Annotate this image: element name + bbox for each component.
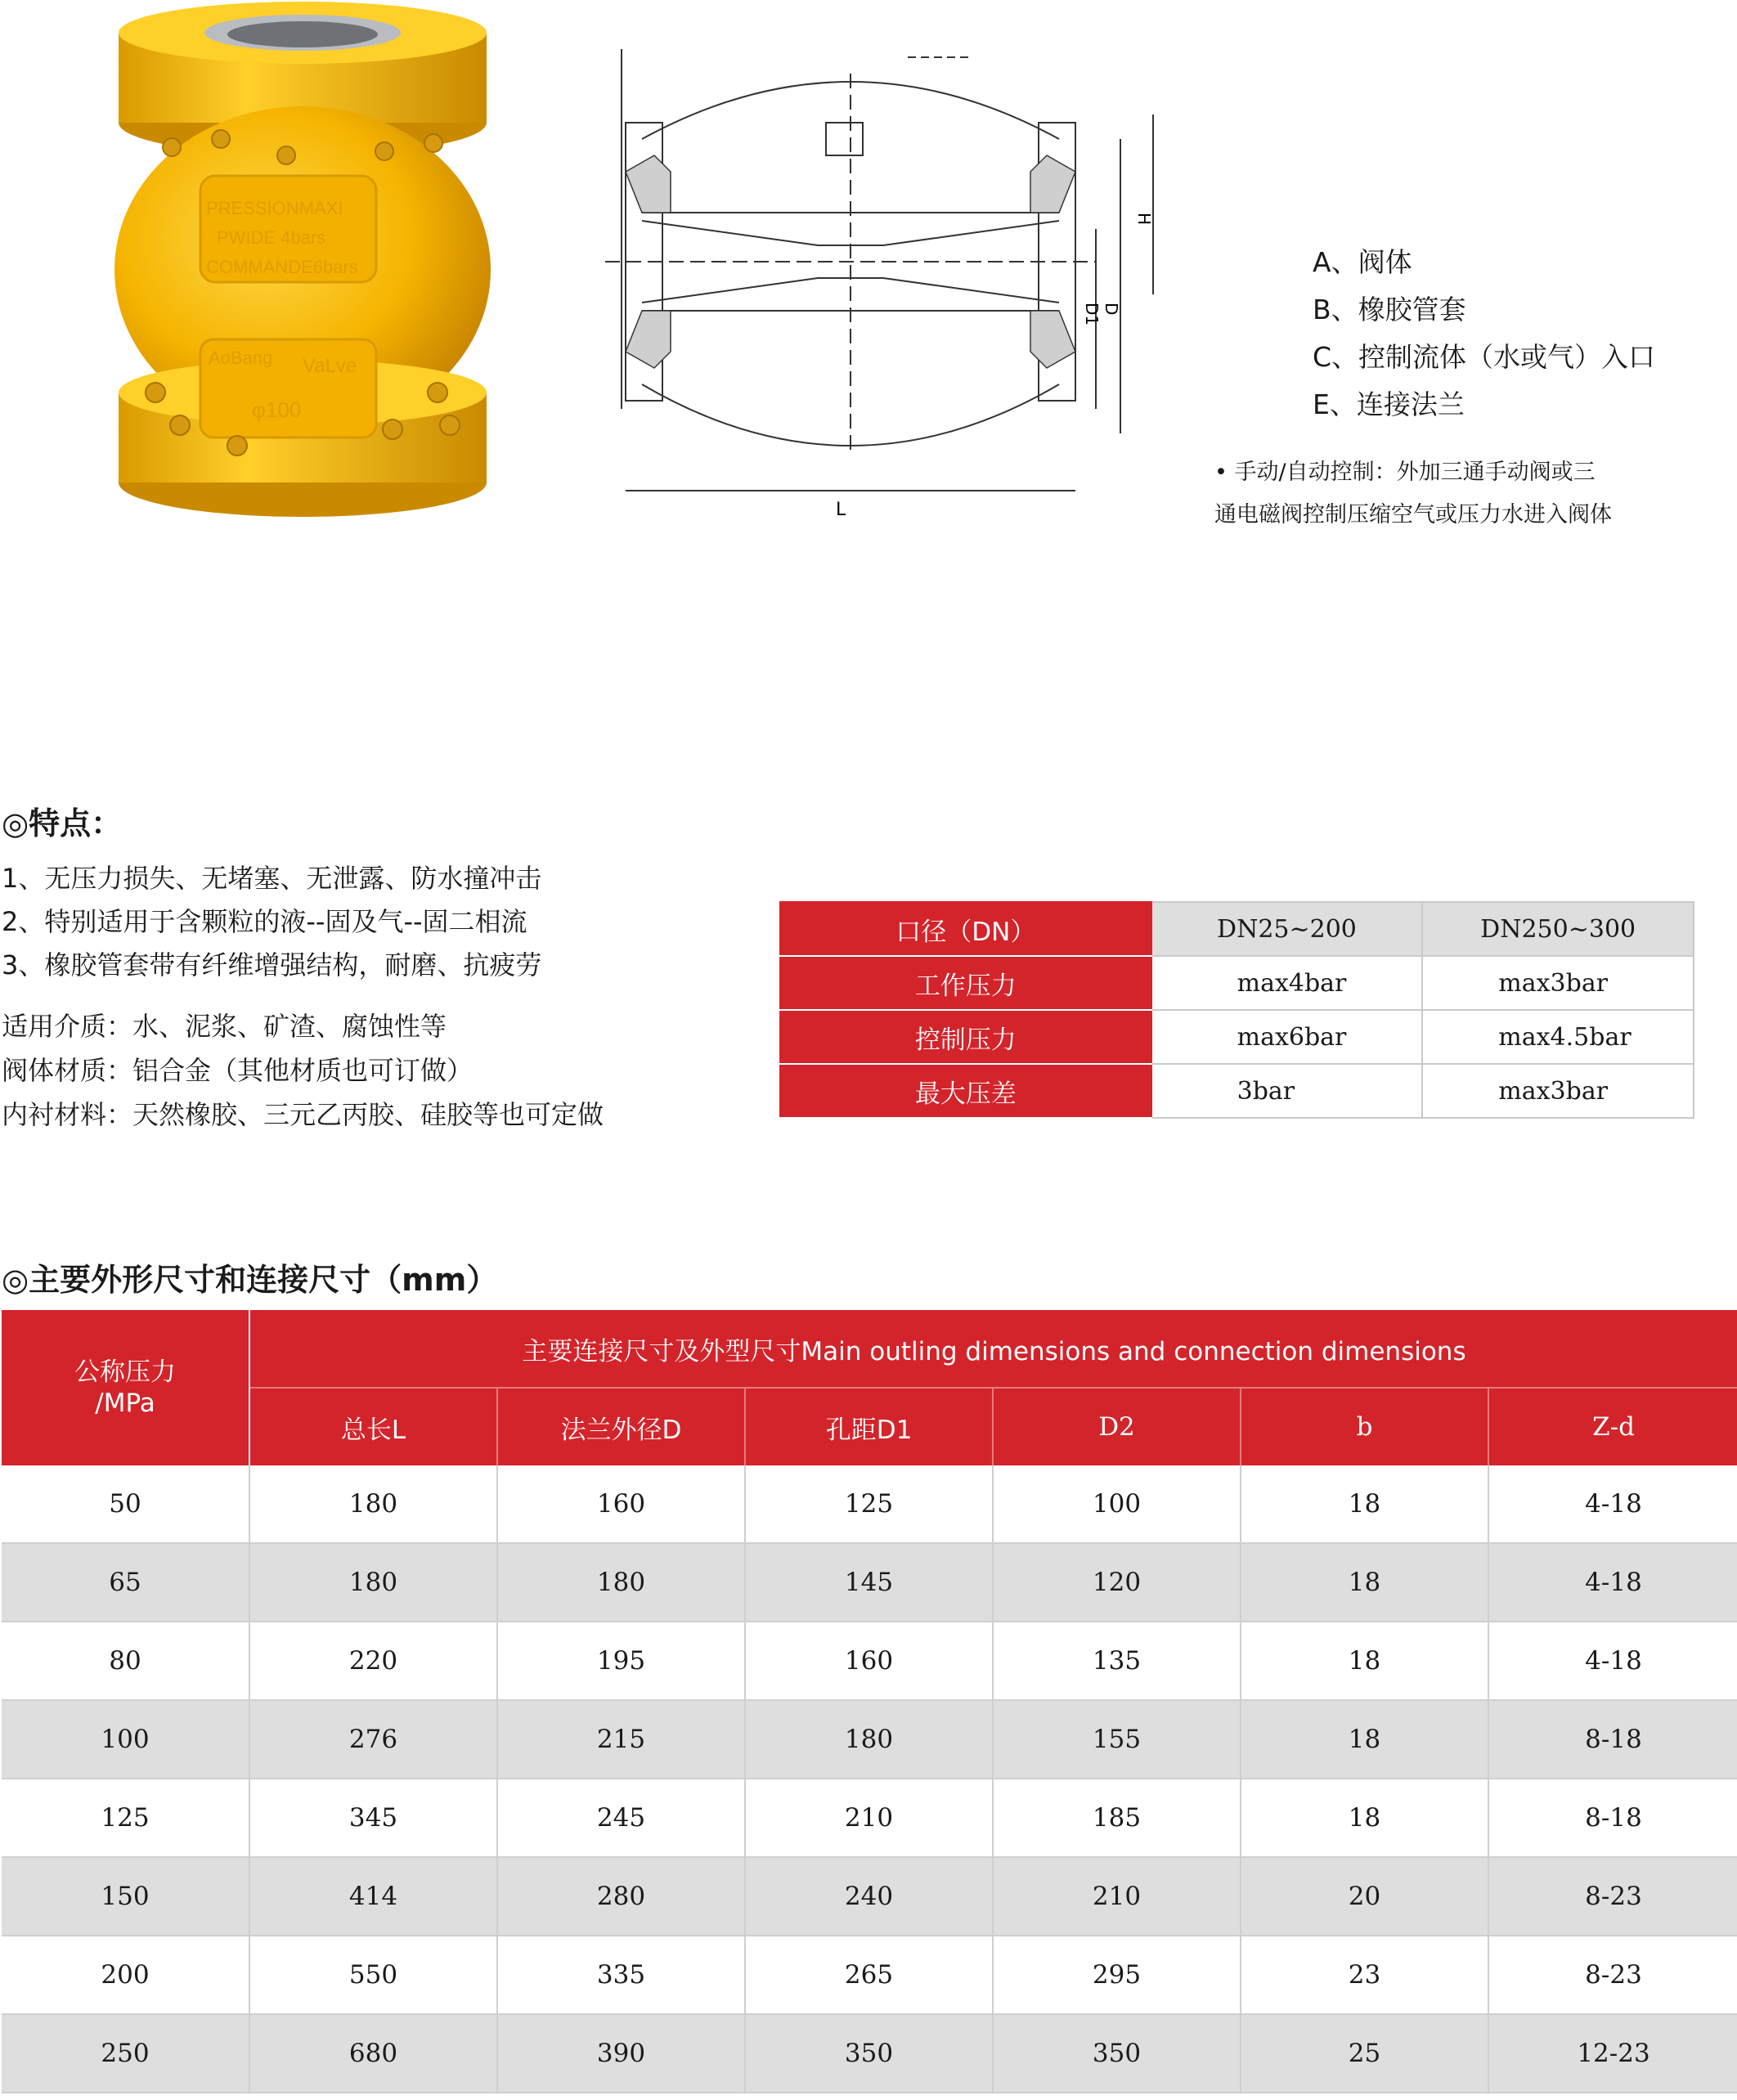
feature-item: 1、无压力损失、无堵塞、无泄露、防水撞冲击: [2, 863, 542, 894]
legend-item: B、橡胶管套: [1313, 294, 1466, 325]
material-item: 阀体材质：铝合金（其他材质也可订做）: [2, 1055, 474, 1086]
pressure-table: [779, 901, 1694, 1119]
table-cell: 65: [2, 1543, 249, 1622]
pressure-value: DN25~200: [1151, 902, 1423, 956]
group-header: 主要连接尺寸及外型尺寸Main outling dimensions and connection dimensions: [249, 1310, 1737, 1388]
table-cell: 8-18: [1488, 1779, 1737, 1857]
column-header: 总长L: [249, 1388, 497, 1465]
table-cell: 245: [497, 1779, 745, 1857]
feature-item: 3、橡胶管套带有纤维增强结构，耐磨、抗疲劳: [2, 949, 542, 980]
pressure-value: max3bar: [1422, 1064, 1694, 1118]
plate-text-3: COMMANDE6bars: [206, 257, 358, 277]
valve-photo: [106, 0, 499, 540]
pressure-row: [780, 956, 1694, 1010]
table-cell: 18: [1241, 1700, 1488, 1779]
pressure-row: [780, 902, 1694, 956]
pressure-row-label: 工作压力: [780, 956, 1151, 1010]
table-row: [2, 1543, 1737, 1622]
control-note: [1214, 451, 1612, 536]
table-cell: 180: [249, 1465, 497, 1543]
table-cell: 4-18: [1488, 1543, 1737, 1622]
table-cell: 250: [2, 2014, 249, 2093]
table-cell: 8-23: [1488, 1857, 1737, 1936]
table-cell: 120: [993, 1543, 1241, 1622]
pressure-row: [780, 1064, 1694, 1118]
table-cell: 125: [745, 1465, 993, 1543]
column-header: D2: [993, 1388, 1241, 1465]
table-row: [2, 1779, 1737, 1857]
legend-item: E、连接法兰: [1313, 388, 1465, 420]
table-cell: 135: [993, 1622, 1241, 1700]
table-cell: 295: [993, 1936, 1241, 2014]
table-cell: 220: [249, 1622, 497, 1700]
table-row: [2, 1700, 1737, 1779]
table-cell: 345: [249, 1779, 497, 1857]
table-cell: 160: [745, 1622, 993, 1700]
pressure-header-line: 公称压力: [74, 1357, 176, 1387]
pressure-value: max6bar: [1151, 1010, 1423, 1064]
table-cell: 18: [1241, 1622, 1488, 1700]
feature-item: 2、特别适用于含颗粒的液--固及气--固二相流: [2, 906, 527, 937]
table-cell: 25: [1241, 2014, 1488, 2093]
table-cell: 180: [249, 1543, 497, 1622]
table-cell: 350: [745, 2014, 993, 2093]
table-cell: 390: [497, 2014, 745, 2093]
pressure-header-line: /MPa: [95, 1389, 155, 1418]
dimensions-table: [2, 1310, 1737, 2093]
table-cell: 680: [249, 2014, 497, 2093]
table-cell: 350: [993, 2014, 1241, 2093]
table-cell: 18: [1241, 1779, 1488, 1857]
table-cell: 180: [745, 1700, 993, 1779]
table-row: [2, 1622, 1737, 1700]
pressure-row-label: 控制压力: [780, 1010, 1151, 1064]
pressure-row-label: 口径（DN）: [780, 902, 1151, 956]
part-legend: [1313, 239, 1655, 429]
table-cell: 280: [497, 1857, 745, 1936]
table-cell: 100: [993, 1465, 1241, 1543]
dim-label-l: L: [836, 500, 846, 520]
note-line: 通电磁阀控制压缩空气或压力水进入阀体: [1214, 502, 1612, 527]
pressure-row: [780, 1010, 1694, 1064]
table-cell: 8-23: [1488, 1936, 1737, 2014]
table-cell: 335: [497, 1936, 745, 2014]
table-cell: 18: [1241, 1543, 1488, 1622]
dim-label-h: H: [1134, 213, 1154, 226]
table-cell: 195: [497, 1622, 745, 1700]
table-cell: 20: [1241, 1857, 1488, 1936]
table-cell: 240: [745, 1857, 993, 1936]
table-cell: 8-18: [1488, 1700, 1737, 1779]
table-cell: 145: [745, 1543, 993, 1622]
column-header: b: [1241, 1388, 1488, 1465]
plate-text-1: PRESSIONMAXI: [206, 198, 343, 218]
table-row: [2, 1465, 1737, 1543]
plate-text-2: PWIDE 4bars: [217, 227, 326, 248]
table-cell: 150: [2, 1857, 249, 1936]
table-cell: 12-23: [1488, 2014, 1737, 2093]
table-row: [2, 1857, 1737, 1936]
table-cell: 100: [2, 1700, 249, 1779]
table-cell: 180: [497, 1543, 745, 1622]
table-cell: 80: [2, 1622, 249, 1700]
table-cell: 550: [249, 1936, 497, 2014]
pressure-value: max4.5bar: [1422, 1010, 1694, 1064]
table-row: [2, 2014, 1737, 2093]
column-header: Z-d: [1488, 1388, 1737, 1465]
table-cell: 4-18: [1488, 1622, 1737, 1700]
table-cell: 155: [993, 1700, 1241, 1779]
column-header: 法兰外径D: [497, 1388, 745, 1465]
table-row: [2, 1936, 1737, 2014]
table-cell: 210: [745, 1779, 993, 1857]
pressure-value: max4bar: [1151, 956, 1423, 1010]
valve-section-drawing: [605, 49, 1178, 540]
features-list: [2, 857, 541, 987]
table-cell: 414: [249, 1857, 497, 1936]
pressure-header: [2, 1310, 249, 1465]
table-cell: 265: [745, 1936, 993, 2014]
material-item: 适用介质：水、泥浆、矿渣、腐蚀性等: [2, 1011, 447, 1042]
pressure-value: max3bar: [1422, 956, 1694, 1010]
materials-list: [2, 1004, 604, 1137]
table-cell: 50: [2, 1465, 249, 1543]
table-cell: 125: [2, 1779, 249, 1857]
pressure-row-label: 最大压差: [780, 1064, 1151, 1118]
features-title: ◎特点：: [2, 805, 123, 841]
table-cell: 200: [2, 1936, 249, 2014]
note-line: • 手动/自动控制：外加三通手动阀或三: [1214, 460, 1596, 485]
table-cell: 23: [1241, 1936, 1488, 2014]
legend-item: C、控制流体（水或气）入口: [1313, 341, 1656, 373]
table-cell: 4-18: [1488, 1465, 1737, 1543]
table-cell: 18: [1241, 1465, 1488, 1543]
table-cell: 215: [497, 1700, 745, 1779]
brand-text-1: AoBang: [209, 348, 273, 368]
table-cell: 210: [993, 1857, 1241, 1936]
size-text: φ100: [252, 397, 302, 422]
pressure-value: 3bar: [1151, 1064, 1423, 1118]
legend-item: A、阀体: [1313, 246, 1412, 278]
material-item: 内衬材料：天然橡胶、三元乙丙胶、硅胶等也可定做: [2, 1099, 604, 1130]
dimensions-title: ◎主要外形尺寸和连接尺寸（mm）: [2, 1262, 498, 1298]
dim-label-d: D: [1102, 303, 1121, 316]
brand-text-2: VaLve: [303, 355, 357, 377]
dim-label-d1: D1: [1082, 303, 1102, 326]
table-cell: 276: [249, 1700, 497, 1779]
table-cell: 160: [497, 1465, 745, 1543]
pressure-value: DN250~300: [1422, 902, 1694, 956]
column-header: 孔距D1: [745, 1388, 993, 1465]
table-cell: 185: [993, 1779, 1241, 1857]
